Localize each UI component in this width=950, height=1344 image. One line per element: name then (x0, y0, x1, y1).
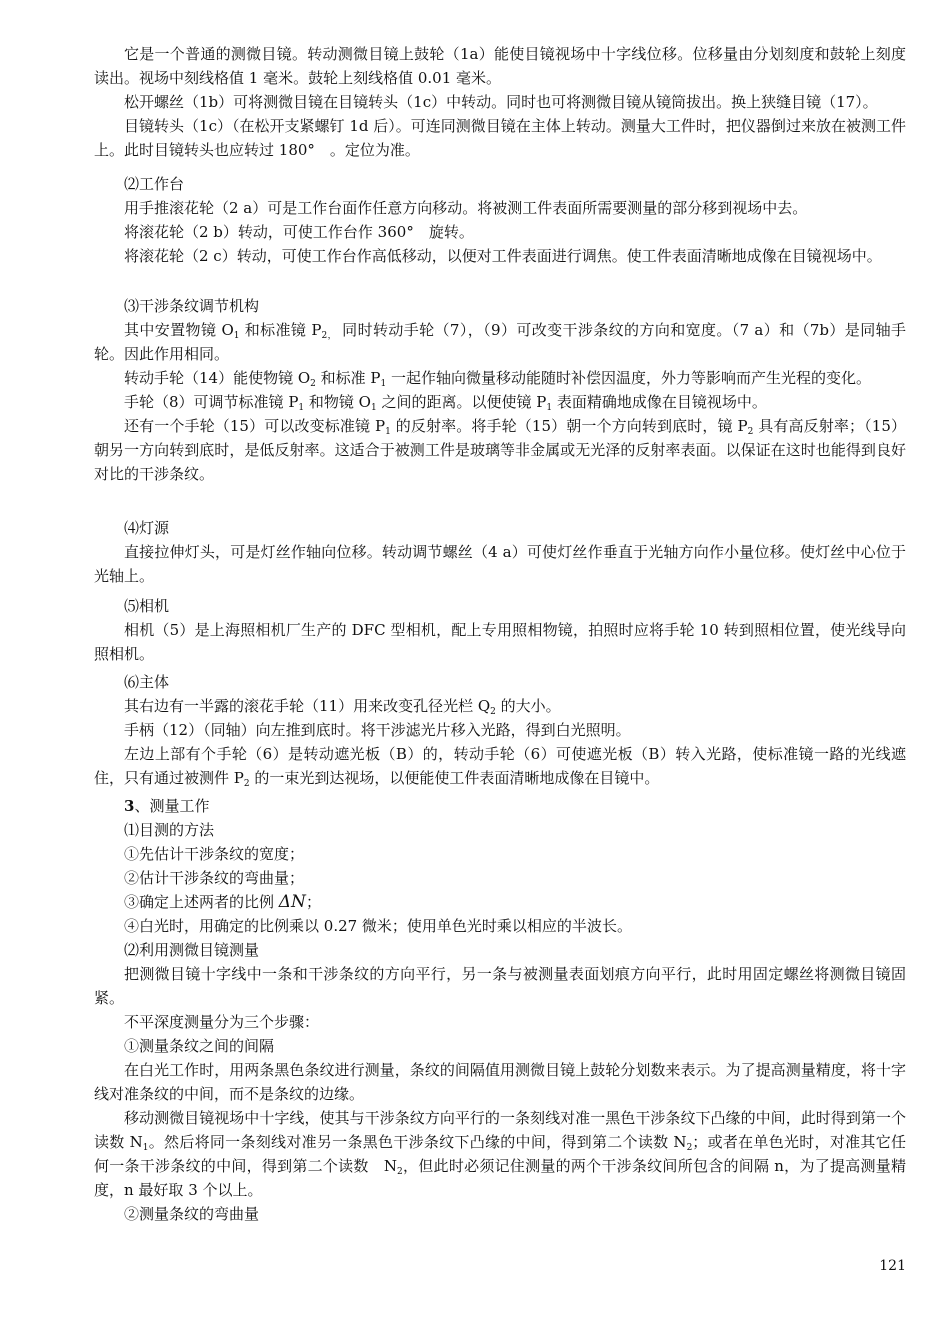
paragraph: 其中安置物镜 $O_1$ 和标准镜 $P_{2,}$ 同时转动手轮（7），（9）可改变干涉条纹的方向和宽度。（7 a）和（7b）是同轴手轮。因此作用相同。 (94, 321, 906, 363)
section-heading: ⑶干涉条纹调节机构 (124, 297, 260, 315)
list-item: ④白光时，用确定的比例乘以 0.27 微米；使用单色光时乘以相应的半波长。 (124, 917, 632, 935)
paragraph: 其右边有一半露的滚花手轮（11）用来改变孔径光栏 $Q_2$ 的大小。 (124, 697, 561, 717)
camera-section (94, 594, 906, 666)
paragraph: 手轮（8）可调节标准镜 $P_1$ 和物镜 $O_1$ 之间的距离。以便使镜 $P_1$ 表面精确地成像在目镜视场中。 (124, 393, 767, 413)
paragraph: 移动测微目镜视场中十字线，使其与干涉条纹方向平行的一条刻线对准一黑色干涉条纹下凸缘的中间，此时得到第一个读数 $N_1$。然后将同一条刻线对准另一条黑色干涉条纹下凸缘的中间，得到第二个读数 $N_2$；或者在单色光时，对准其它任何一条干涉条纹的中间，得到第二个读数 $N_2$，但此时必须记住测量的两个干涉条纹间所包含的间隔 n，为了提高测量精度，n 最好取 3 个以上。 (94, 1109, 906, 1199)
page-number: 121 (879, 1258, 906, 1274)
paragraph: 将滚花轮（2 b）转动，可使工作台作 360° 旋转。 (124, 223, 474, 241)
measurement-section (94, 794, 906, 1226)
list-item: ①测量条纹之间的间隔 (124, 1037, 275, 1055)
worktable-section (94, 172, 906, 268)
list-item: ③确定上述两者的比例 ΔN； (124, 892, 321, 912)
paragraph: 还有一个手轮（15）可以改变标准镜 $P_1$ 的反射率。将手轮（15）朝一个方向转到底时，镜 $P_2$ 具有高反射率；（15）朝另一方向转到底时，是低反射率。这适合于被测工件是玻璃等非金属或无光泽的反射率表面。以保证在这时也能得到良好对比的干涉条纹。 (94, 417, 907, 483)
paragraph: 转动手轮（14）能使物镜 $O_2$ 和标准 $P_1$ 一起作轴向微量移动能随时补偿因温度，外力等影响而产生光程的变化。 (124, 369, 872, 389)
section-heading: ⑴目测的方法 (124, 821, 215, 839)
paragraph: 松开螺丝（1b）可将测微目镜在目镜转头（1c）中转动。同时也可将测微目镜从镜筒拔出。换上狭缝目镜（17）。 (124, 93, 878, 111)
paragraph: 在白光工作时，用两条黑色条纹进行测量，条纹的间隔值用测微目镜上鼓轮分划数来表示。为了提高测量精度，将十字线对准条纹的中间，而不是条纹的边缘。 (94, 1061, 906, 1103)
list-item: ②测量条纹的弯曲量 (124, 1205, 260, 1223)
paragraph: 左边上部有个手轮（6）是转动遮光板（B）的，转动手轮（6）可使遮光板（B）转入光路，使标准镜一路的光线遮住，只有通过被测件 $P_2$ 的一束光到达视场，以便能使工件表面清晰地成像在目镜中。 (94, 745, 906, 789)
list-item: ②估计干涉条纹的弯曲量； (124, 869, 305, 887)
eyepiece-section (94, 42, 906, 162)
section-heading: ⑹主体 (124, 673, 170, 691)
paragraph: 手柄（12）（同轴）向左推到底时。将干涉滤光片移入光路，得到白光照明。 (124, 721, 631, 739)
interference-adjust-section (94, 294, 906, 486)
list-item: ①先估计干涉条纹的宽度； (124, 845, 305, 863)
section-heading: ⑸相机 (124, 597, 170, 615)
paragraph: 它是一个普通的测微目镜。转动测微目镜上鼓轮（1a）能使目镜视场中十字线位移。位移量由分划刻度和鼓轮上刻度读出。视场中刻线格值 1 毫米。鼓轮上刻线格值 0.01 毫米。 (94, 45, 906, 87)
paragraph: 目镜转头（1c）（在松开支紧螺钉 1d 后）。可连同测微目镜在主体上转动。测量大工件时，把仪器倒过来放在被测工件上。此时目镜转头也应转过 180° 。定位为准。 (94, 117, 906, 159)
main-body-section (94, 670, 906, 790)
paragraph: 把测微目镜十字线中一条和干涉条纹的方向平行，另一条与被测量表面划痕方向平行，此时用固定螺丝将测微目镜固紧。 (94, 965, 906, 1007)
paragraph: 直接拉伸灯头，可是灯丝作轴向位移。转动调节螺丝（4 a）可使灯丝作垂直于光轴方向作小量位移。使灯丝中心位于光轴上。 (94, 543, 906, 585)
paragraph: 不平深度测量分为三个步骤： (124, 1013, 320, 1031)
paragraph: 相机（5）是上海照相机厂生产的 DFC 型相机，配上专用照相物镜，拍照时应将手轮 10 转到照相位置，使光线导向照相机。 (94, 621, 906, 663)
chapter-heading: 3、测量工作 (124, 797, 210, 815)
section-heading: ⑵利用测微目镜测量 (124, 941, 260, 959)
section-heading: ⑷灯源 (124, 519, 170, 537)
light-source-section (94, 516, 906, 588)
section-heading: ⑵工作台 (124, 175, 185, 193)
paragraph: 用手推滚花轮（2 a）可是工作台面作任意方向移动。将被测工件表面所需要测量的部分移到视场中去。 (124, 199, 808, 217)
paragraph: 将滚花轮（2 c）转动，可使工作台作高低移动，以便对工件表面进行调焦。使工件表面清晰地成像在目镜视场中。 (124, 247, 882, 265)
